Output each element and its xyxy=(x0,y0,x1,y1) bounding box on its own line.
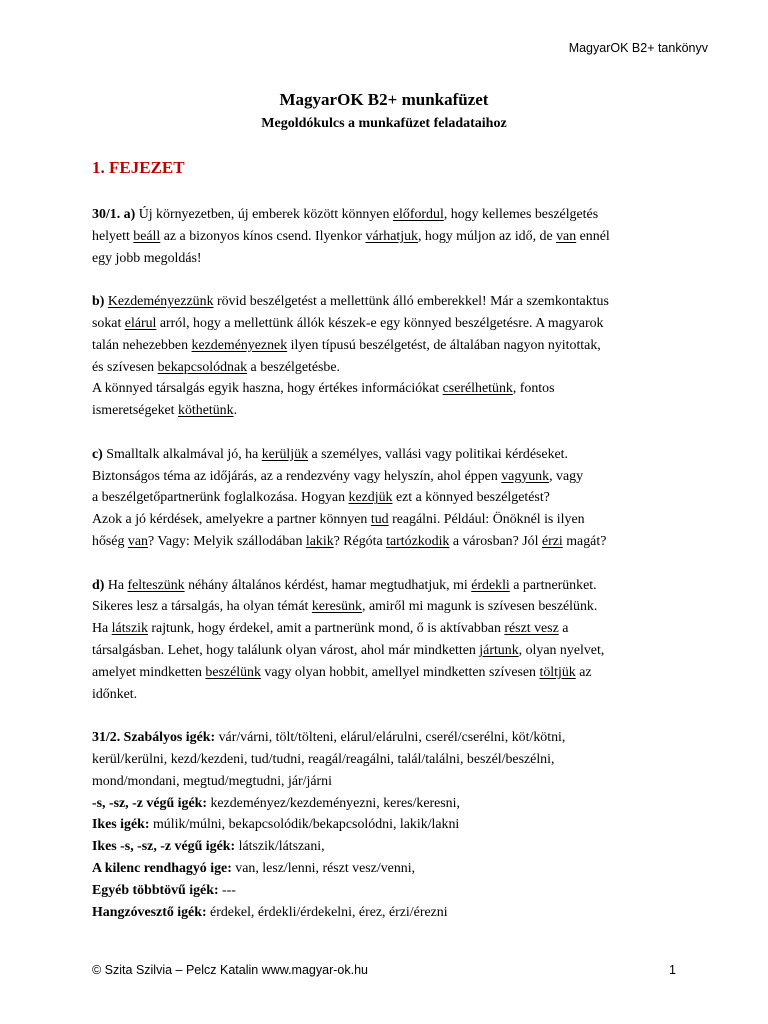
text-run: vár/várni, tölt/tölteni, elárul/elárulni, cserél/cserélni, köt/kötni, xyxy=(215,730,566,746)
text-line xyxy=(92,793,692,815)
answer-word: érdekli xyxy=(471,577,510,593)
answer-word: cserélhetünk xyxy=(442,381,513,397)
text-run: , hogy múljon az idő, de xyxy=(417,228,557,244)
answer-paragraph xyxy=(92,204,692,269)
text-line xyxy=(92,640,692,662)
text-line xyxy=(92,749,692,771)
text-run: , hogy kellemes beszélgetés xyxy=(443,207,599,222)
exercise-label: Egyéb többtövű igék: xyxy=(92,882,219,898)
text-line xyxy=(92,684,692,706)
exercise-label: b) xyxy=(92,294,105,310)
text-run: --- xyxy=(218,882,236,898)
text-run: rajtunk, hogy érdekel, amit a partnerünk mond, ő is aktívabban xyxy=(147,621,505,637)
text-line xyxy=(92,509,692,531)
text-run: vagy olyan hobbit, amellyel mindketten szívesen xyxy=(260,664,540,680)
text-run: az xyxy=(575,664,592,680)
answer-key-body xyxy=(92,204,692,945)
text-run: ezt a könnyed beszélgetést? xyxy=(392,490,550,506)
exercise-label: 31/2. Szabályos igék: xyxy=(92,730,216,746)
answer-word: vagyunk xyxy=(501,468,550,484)
text-run: kerül/kerülni, kezd/kezdeni, tud/tudni, reagál/reagálni, talál/találni, beszél/beszélni, xyxy=(92,751,555,767)
answer-word: részt vesz xyxy=(504,621,559,637)
exercise-label: Hangzóvesztő igék: xyxy=(92,904,207,920)
answer-word: keresünk xyxy=(311,599,363,615)
text-run: sokat xyxy=(92,315,125,331)
text-line xyxy=(92,575,692,597)
text-run: és szívesen xyxy=(92,359,158,375)
text-run: Smalltalk alkalmával jó, ha xyxy=(102,446,262,462)
answer-word: jártunk xyxy=(479,642,519,658)
text-line xyxy=(92,596,692,618)
answer-word: elárul xyxy=(124,315,157,331)
answer-word: bekapcsolódnak xyxy=(157,359,248,375)
exercise-label: Ikes igék: xyxy=(92,817,150,833)
text-line xyxy=(92,248,692,270)
footer-credit: © Szita Szilvia – Pelcz Katalin www.magyar-ok.hu xyxy=(92,963,368,977)
text-line xyxy=(92,313,692,335)
answer-word: töltjük xyxy=(539,664,576,680)
answer-word: érzi xyxy=(541,533,563,549)
text-run: múlik/múlni, bekapcsolódik/bekapcsolódni, lakik/lakni xyxy=(149,817,460,833)
text-run: kezdeményez/kezdeményezni, keres/keresni, xyxy=(206,795,460,811)
text-run: az a bizonyos kínos csend. Ilyenkor xyxy=(160,228,366,244)
answer-word: előfordul xyxy=(392,207,444,222)
text-run: Azok a jó kérdések, amelyekre a partner könnyen xyxy=(92,512,371,528)
answer-word: beszélünk xyxy=(205,664,261,680)
answer-word: tartózkodik xyxy=(386,533,450,549)
text-line xyxy=(92,226,692,248)
text-run: hőség xyxy=(92,533,128,549)
text-run: , vagy xyxy=(549,468,584,484)
exercise-label: A kilenc rendhagyó ige: xyxy=(92,860,232,876)
text-run: mond/mondani, megtud/megtudni, jár/járni xyxy=(92,773,332,789)
text-run: a partnerünket. xyxy=(509,577,597,593)
answer-word: köthetünk xyxy=(178,403,234,419)
text-run: , fontos xyxy=(512,381,555,397)
text-line xyxy=(92,335,692,357)
answer-word: van xyxy=(127,533,148,549)
answer-paragraph xyxy=(92,575,692,706)
text-line xyxy=(92,531,692,553)
text-run: a személyes, vallási vagy politikai kérdéseket. xyxy=(308,446,569,462)
exercise-label: 30/1. a) xyxy=(92,207,136,222)
document-title: MagyarOK B2+ munkafüzet xyxy=(279,90,489,109)
text-run: rövid beszélgetést a mellettünk álló emberekkel! Már a szemkontaktus xyxy=(213,294,609,310)
text-line xyxy=(92,204,692,226)
running-header: MagyarOK B2+ tankönyv xyxy=(568,41,708,55)
text-line xyxy=(92,814,692,836)
answer-word: felteszünk xyxy=(127,577,185,593)
text-run: látszik/látszani, xyxy=(235,839,325,855)
text-run: van, lesz/lenni, részt vesz/venni, xyxy=(231,860,416,876)
answer-word: lakik xyxy=(305,533,334,549)
answer-paragraph xyxy=(92,727,692,923)
text-run: Ha xyxy=(92,621,112,637)
text-line xyxy=(92,662,692,684)
text-run: . xyxy=(233,403,238,419)
answer-word: várhatjuk xyxy=(365,228,418,244)
text-run: ennél xyxy=(576,228,610,244)
answer-word: beáll xyxy=(133,228,161,244)
text-run: magát? xyxy=(562,533,607,549)
text-run: a xyxy=(558,621,569,637)
text-run: ? Vagy: Melyik szállodában xyxy=(147,533,306,549)
text-line xyxy=(92,727,692,749)
answer-word: van xyxy=(556,228,577,244)
exercise-label: Ikes -s, -sz, -z végű igék: xyxy=(92,839,236,855)
text-run: , amiről mi magunk is szívesen beszélünk. xyxy=(362,599,598,615)
text-run: ismeretségeket xyxy=(92,403,179,419)
text-run: érdekel, érdekli/érdekelni, érez, érzi/érezni xyxy=(206,904,448,920)
answer-paragraph xyxy=(92,444,692,553)
text-run: a városban? Jól xyxy=(449,533,542,549)
text-line xyxy=(92,487,692,509)
text-line xyxy=(92,836,692,858)
answer-word: kezdjük xyxy=(348,490,393,506)
text-line xyxy=(92,880,692,902)
text-line xyxy=(92,378,692,400)
answer-paragraph xyxy=(92,291,692,422)
text-line xyxy=(92,291,692,313)
text-run: ilyen típusú beszélgetést, de általában nagyon nyitottak, xyxy=(287,337,601,353)
answer-word: Kezdeményezzünk xyxy=(107,294,214,310)
answer-word: kerüljük xyxy=(261,446,309,462)
text-run: a beszélgetésbe. xyxy=(247,359,341,375)
text-run: arról, hogy a mellettünk állók készek-e egy könnyed beszélgetésre. A magyarok xyxy=(156,315,604,331)
text-run: Új környezetben, új emberek között könnyen xyxy=(135,207,393,222)
text-run: A könnyed társalgás egyik haszna, hogy értékes információkat xyxy=(92,381,443,397)
text-run: néhány általános kérdést, hamar megtudhatjuk, mi xyxy=(184,577,472,593)
text-line xyxy=(92,771,692,793)
chapter-heading: 1. FEJEZET xyxy=(92,158,185,177)
text-run: társalgásban. Lehet, hogy találunk olyan várost, ahol már mindketten xyxy=(92,642,480,658)
text-line xyxy=(92,618,692,640)
answer-word: látszik xyxy=(111,621,148,637)
text-run: Biztonságos téma az időjárás, az a rendezvény vagy helyszín, ahol éppen xyxy=(92,468,502,484)
text-line xyxy=(92,858,692,880)
text-line xyxy=(92,902,692,924)
text-run: Sikeres lesz a társalgás, ha olyan témát xyxy=(92,599,312,615)
text-run: , olyan nyelvet, xyxy=(518,642,605,658)
text-line xyxy=(92,357,692,379)
text-line xyxy=(92,444,692,466)
text-run: egy jobb megoldás! xyxy=(92,250,202,266)
text-line xyxy=(92,466,692,488)
exercise-label: d) xyxy=(92,577,105,593)
page-number: 1 xyxy=(669,963,676,977)
text-run: helyett xyxy=(92,228,134,244)
exercise-label: -s, -sz, -z végű igék: xyxy=(92,795,207,811)
exercise-label: c) xyxy=(92,446,103,462)
document-subtitle: Megoldókulcs a munkafüzet feladataihoz xyxy=(261,116,507,131)
text-run: Ha xyxy=(104,577,128,593)
answer-word: kezdeményeznek xyxy=(191,337,288,353)
text-line xyxy=(92,400,692,422)
text-run: reagálni. Például: Önöknél is ilyen xyxy=(388,512,585,528)
text-run: időnket. xyxy=(92,686,138,702)
text-run: talán nehezebben xyxy=(92,337,192,353)
text-run: a beszélgetőpartnerünk foglalkozása. Hogyan xyxy=(92,490,349,506)
text-run: ? Régóta xyxy=(333,533,387,549)
answer-word: tud xyxy=(370,512,389,528)
text-run: amelyet mindketten xyxy=(92,664,206,680)
